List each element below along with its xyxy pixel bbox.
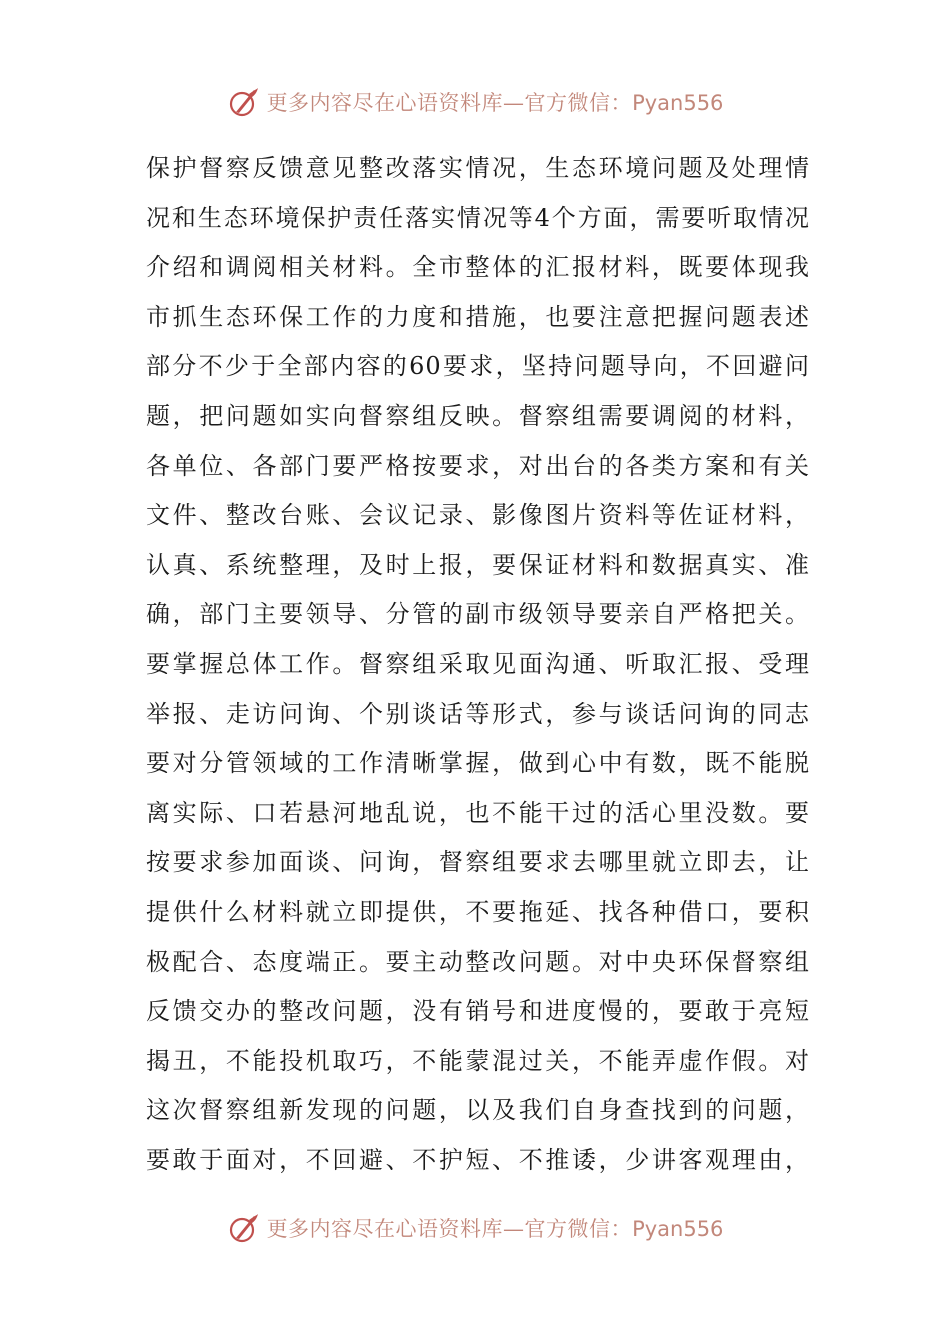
body-line: 反馈交办的整改问题，没有销号和进度慢的，要敢于亮短 — [146, 997, 810, 1026]
body-line: 要对分管领域的工作清晰掌握，做到心中有数，既不能脱 — [146, 749, 810, 778]
body-line: 认真、系统整理，及时上报，要保证材料和数据真实、准 — [146, 550, 810, 579]
body-line: 要掌握总体工作。督察组采取见面沟通、听取汇报、受理 — [146, 649, 810, 678]
footer-wechat-id: Pyan556 — [632, 1217, 724, 1241]
body-line: 提供什么材料就立即提供，不要拖延、找各种借口，要积 — [146, 897, 810, 926]
quill-pen-circle-icon — [227, 85, 261, 119]
body-line: 部分不少于全部内容的60要求，坚持问题导向，不回避问 — [146, 352, 810, 381]
body-line: 极配合、态度端正。要主动整改问题。对中央环保督察组 — [146, 947, 810, 976]
quill-pen-circle-icon — [227, 1211, 261, 1245]
header-banner — [0, 82, 950, 122]
body-line: 举报、走访问询、个别谈话等形式，参与谈话问询的同志 — [146, 699, 810, 728]
body-line: 这次督察组新发现的问题，以及我们自身查找到的问题， — [146, 1096, 810, 1125]
body-line: 揭丑，不能投机取巧，不能蒙混过关，不能弄虚作假。对 — [146, 1046, 810, 1075]
body-line: 况和生态环境保护责任落实情况等4个方面，需要听取情况 — [146, 203, 810, 232]
header-text: 更多内容尽在心语资料库—官方微信：Pyan556 — [266, 91, 724, 115]
body-line: 确，部门主要领导、分管的副市级领导要亲自严格把关。 — [146, 600, 810, 629]
body-line: 要敢于面对，不回避、不护短、不推诿，少讲客观理由， — [146, 1145, 810, 1174]
body-line: 文件、整改台账、会议记录、影像图片资料等佐证材料， — [146, 501, 810, 530]
body-line: 离实际、口若悬河地乱说，也不能干过的活心里没数。要 — [146, 798, 810, 827]
body-line: 介绍和调阅相关材料。全市整体的汇报材料，既要体现我 — [146, 253, 810, 282]
document-body — [146, 144, 810, 1185]
body-line: 各单位、各部门要严格按要求，对出台的各类方案和有关 — [146, 451, 810, 480]
body-line: 市抓生态环保工作的力度和措施，也要注意把握问题表述 — [146, 302, 810, 331]
body-line: 保护督察反馈意见整改落实情况，生态环境问题及处理情 — [146, 154, 810, 182]
body-line: 题，把问题如实向督察组反映。督察组需要调阅的材料， — [146, 401, 810, 430]
header-wechat-id: Pyan556 — [632, 91, 724, 115]
footer-text: 更多内容尽在心语资料库—官方微信：Pyan556 — [266, 1217, 724, 1241]
body-line: 按要求参加面谈、问询，督察组要求去哪里就立即去，让 — [146, 848, 810, 877]
footer-banner — [0, 1208, 950, 1248]
